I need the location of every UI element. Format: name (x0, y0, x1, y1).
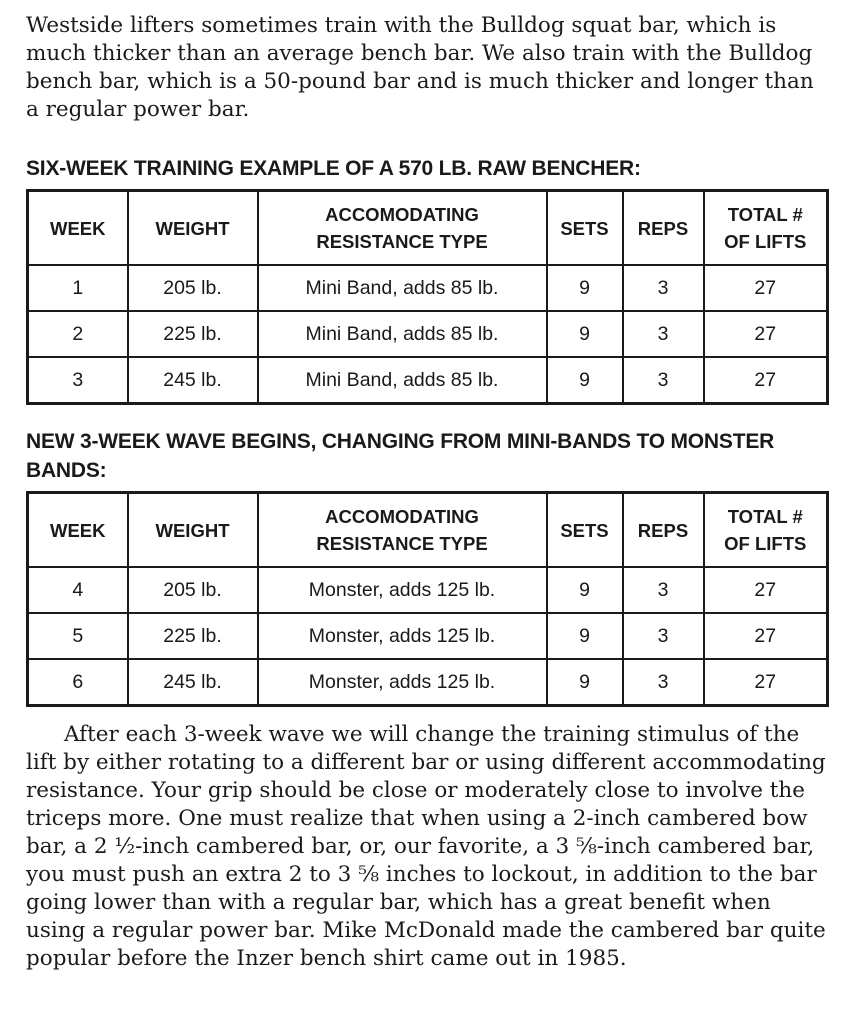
cell-total: 27 (704, 567, 828, 613)
cell-type: Mini Band, adds 85 lb. (258, 265, 547, 311)
table-row (28, 265, 828, 311)
table-row (28, 311, 828, 357)
table-row (28, 567, 828, 613)
cell-sets: 9 (547, 567, 623, 613)
cell-type: Mini Band, adds 85 lb. (258, 357, 547, 404)
cell-week: 6 (28, 659, 128, 706)
col-sets: SETS (547, 191, 623, 266)
intro-paragraph: Westside lifters sometimes train with the Bulldog squat bar, which is much thicker than an average bench bar. We also train with the Bulldog bench bar, which is a 50-pound bar and is much thicker and longer than a regular power bar. (26, 13, 814, 122)
cell-type: Monster, adds 125 lb. (258, 613, 547, 659)
cell-weight: 245 lb. (128, 357, 258, 404)
cell-total: 27 (704, 311, 828, 357)
table-row (28, 613, 828, 659)
table2-heading: NEW 3-WEEK WAVE BEGINS, CHANGING FROM MINI-BANDS TO MONSTER BANDS: (26, 430, 775, 482)
cell-reps: 3 (623, 613, 704, 659)
cell-week: 5 (28, 613, 128, 659)
cell-total: 27 (704, 659, 828, 706)
table-row (28, 357, 828, 404)
cell-reps: 3 (623, 357, 704, 404)
col-sets: SETS (547, 493, 623, 568)
cell-sets: 9 (547, 659, 623, 706)
cell-type: Monster, adds 125 lb. (258, 567, 547, 613)
cell-weight: 225 lb. (128, 613, 258, 659)
closing-paragraph: After each 3-week wave we will change the training stimulus of the lift by either rotating to a different bar or using different accommodating resistance. Your grip should be close or moderately close to involve the triceps more. One must realize that when using a 2-inch cambered bow bar, a 2 ½-inch cambered bar, or, our favorite, a 3 ⅝-inch cambered bar, you must push an extra 2 to 3 ⅝ inches to lockout, in addition to the bar going lower than with a regular bar, which has a great benefit when using a regular power bar. Mike McDonald made the cambered bar quite popular before the Inzer bench shirt came out in 1985. (26, 722, 826, 971)
cell-week: 4 (28, 567, 128, 613)
cell-week: 2 (28, 311, 128, 357)
cell-sets: 9 (547, 613, 623, 659)
cell-sets: 9 (547, 265, 623, 311)
col-resistance-type: ACCOMODATING RESISTANCE TYPE (258, 191, 547, 266)
cell-reps: 3 (623, 567, 704, 613)
cell-weight: 245 lb. (128, 659, 258, 706)
col-weight: WEIGHT (128, 191, 258, 266)
cell-total: 27 (704, 357, 828, 404)
cell-weight: 225 lb. (128, 311, 258, 357)
cell-week: 3 (28, 357, 128, 404)
col-reps: REPS (623, 191, 704, 266)
cell-reps: 3 (623, 265, 704, 311)
table1-heading: SIX-WEEK TRAINING EXAMPLE OF A 570 LB. RAW BENCHER: (26, 157, 641, 180)
cell-type: Monster, adds 125 lb. (258, 659, 547, 706)
cell-total: 27 (704, 265, 828, 311)
table-header-row (28, 191, 828, 266)
col-total-lifts: TOTAL # OF LIFTS (704, 191, 828, 266)
cell-sets: 9 (547, 357, 623, 404)
training-table-1 (26, 189, 829, 405)
cell-reps: 3 (623, 659, 704, 706)
cell-sets: 9 (547, 311, 623, 357)
cell-weight: 205 lb. (128, 265, 258, 311)
cell-weight: 205 lb. (128, 567, 258, 613)
col-resistance-type: ACCOMODATING RESISTANCE TYPE (258, 493, 547, 568)
col-week: WEEK (28, 191, 128, 266)
cell-type: Mini Band, adds 85 lb. (258, 311, 547, 357)
col-total-lifts: TOTAL # OF LIFTS (704, 493, 828, 568)
table-header-row (28, 493, 828, 568)
training-table-2 (26, 491, 829, 707)
col-weight: WEIGHT (128, 493, 258, 568)
table-row (28, 659, 828, 706)
col-week: WEEK (28, 493, 128, 568)
col-reps: REPS (623, 493, 704, 568)
cell-week: 1 (28, 265, 128, 311)
cell-reps: 3 (623, 311, 704, 357)
document-page (26, 12, 826, 973)
cell-total: 27 (704, 613, 828, 659)
